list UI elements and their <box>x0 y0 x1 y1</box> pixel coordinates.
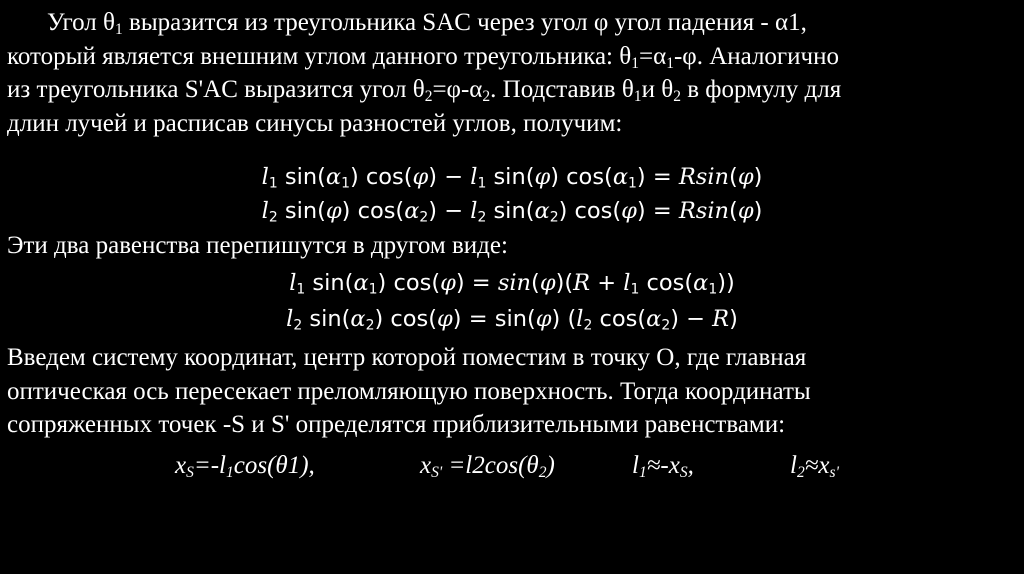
paragraph-1-line-4: длин лучей и расписав синусы разностей углов, получим: <box>7 109 623 137</box>
formula-2: $l_2$ sin(φ) $\cos(\alpha_2) - l_2$ $\sin(\alpha_2) \cos(\varphi) = Rsin(\varphi)$ <box>261 198 763 226</box>
paragraph-2 <box>7 229 1017 263</box>
formula-1: $l_1$ $\sin(\alpha_1) \cos(\varphi) - l_1$ sin(φ) $\cos(\alpha_1) = Rsin(\varphi)$ <box>261 164 763 192</box>
paragraph-1-line-3: из треугольника S'AC выразится угол $\theta_2=\varphi-\alpha_2$. Подставив $\theta_1и$ $\theta_2$ в формулу для <box>7 76 842 105</box>
coord-l1: $l_1\approx-x_S$, <box>632 452 694 481</box>
formula-4: $l_2$ $\sin(\alpha_2) \cos(\varphi) = \sin(\varphi)$ ($l_2$ $\cos(\alpha_2) - R$) <box>286 306 738 334</box>
coordinates-line <box>0 452 1024 486</box>
formula-3: $l_1$ $\sin(\alpha_1) \cos(\varphi) = \sin(\varphi)(R + l_1$ $\cos(\alpha_1)$) <box>289 270 735 298</box>
paragraph-3-line-3: сопряженных точек -S и S' определятся приблизительными равенствами: <box>7 411 786 438</box>
coord-l2: $l_2\approx x_{s'}$ <box>790 452 839 481</box>
paragraph-1-line-2: который является внешним углом данного треугольника: $\theta_1=\alpha_1-\varphi$. Аналогично <box>7 42 840 72</box>
coord-xs-prime: $x_{S'} =l2\cos(\theta_2)$ <box>420 452 555 481</box>
paragraph-3 <box>7 341 1017 442</box>
paragraph-1-line-1: Угол $\theta_1$ выразится из треугольника SAC через угол φ угол падения - α1, <box>47 9 807 38</box>
paragraph-1 <box>7 6 1017 140</box>
paragraph-3-line-1: Введем систему координат, центр которой поместим в точку О, где главная <box>7 344 807 371</box>
coord-xs: $x_S=-l_1\cos(\theta 1)$, <box>175 452 315 481</box>
paragraph-2-line-1: Эти два равенства перепишутся в другом виде: <box>7 232 508 259</box>
paragraph-3-line-2: оптическая ось пересекает преломляющую поверхность. Тогда координаты <box>7 377 811 405</box>
